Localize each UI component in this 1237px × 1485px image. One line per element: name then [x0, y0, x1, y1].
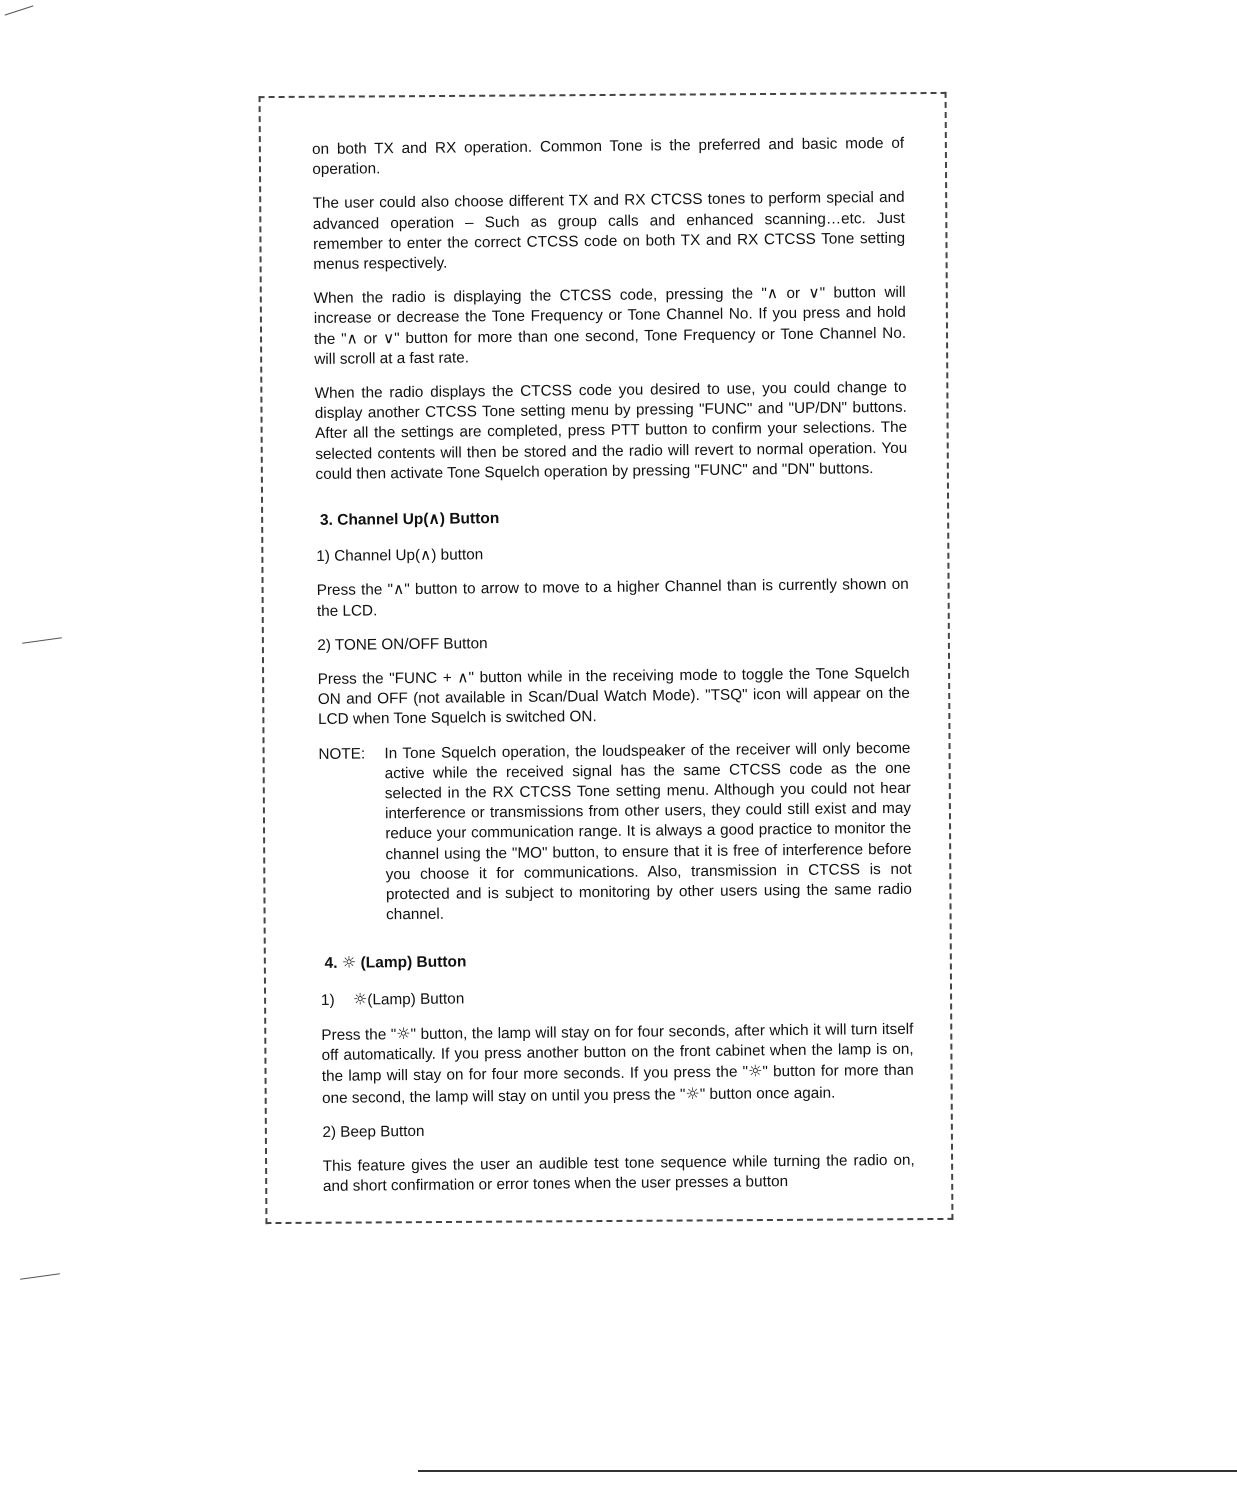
lamp-icon: ☼ [341, 952, 357, 972]
tone-onoff-subheading: 2) TONE ON/OFF Button [317, 635, 488, 654]
lamp-icon: ☼ [396, 1023, 411, 1044]
tone-onoff-paragraph: Press the "FUNC + ∧" button while in the receiving mode to toggle the Tone Squelch ON and OFF (not available in Scan/Dual Watch Mode). "TSQ" icon will appear on the LCD when Tone Squelch is switched ON. [317, 664, 910, 729]
lamp-paragraph: Press the "☼" button, the lamp will stay on for four seconds, after which it will turn itself off automatically. If you press another button on the front cabinet when the lamp is on, the lamp will stay on for four more seconds. If you press the "☼" button for more than one second, the lamp will stay on until you press the "☼" button once again. [321, 1020, 914, 1107]
up-arrow-icon: ∧ [420, 547, 432, 565]
scan-mark-middle [22, 637, 62, 644]
channel-up-subheading: 1) Channel Up(∧) button [316, 546, 484, 566]
continuation-paragraph: on both TX and RX operation. Common Tone is the preferred and basic mode of operation. [312, 134, 905, 179]
up-arrow-icon: ∧ [766, 285, 779, 303]
up-arrow-icon: ∧ [428, 510, 440, 528]
section-3-heading: 3. Channel Up(∧) Button [319, 510, 500, 529]
scan-bottom-line [418, 1470, 1237, 1472]
lamp-subheading: 1) ☼(Lamp) Button [320, 989, 465, 1009]
ctcss-display-paragraph: When the radio is displaying the CTCSS code, pressing the "∧ or ∨" button will increase or decrease the Tone Frequency or Tone Channel No. If you press and hold the "∧ or ∨" button for more than one second, Tone Frequency or Tone Channel No. will scroll at a fast rate. [313, 284, 907, 368]
note-text: In Tone Squelch operation, the loudspeaker of the receiver will only become active while the received signal has the same CTCSS code as the one selected in the RX CTCSS Tone setting menu. Although you could not hear interference or transmissions from other users, they could still exist and may reduce your communication range. It is always a good practice to monitor the channel using the "MO" button, to ensure that it is free of interference before you choose it for communications. Also, transmission in CTCSS is not protected and is subject to monitoring by other users using the same radio channel. [384, 739, 912, 924]
section-4-heading: 4. ☼ (Lamp) Button [324, 952, 467, 972]
manual-page-content [312, 134, 915, 1211]
beep-paragraph: This feature gives the user an audible test tone sequence while turning the radio on, and short confirmation or error tones when the user presses a button [322, 1151, 915, 1196]
scan-mark-top [5, 5, 34, 15]
lamp-icon: ☼ [685, 1083, 700, 1103]
up-arrow-icon: ∧ [392, 581, 405, 599]
ctcss-setting-paragraph: When the radio displays the CTCSS code you desired to use, you could change to display another CTCSS Tone setting menu by pressing "FUNC" and "UP/DN" buttons. After all the settings are completed, press PTT button to confirm your selections. The selected contents will then be stored and the radio will revert to normal operation. You could then activate Tone Squelch operation by pressing "FUNC" and "DN" buttons. [314, 378, 908, 483]
different-tones-paragraph: The user could also choose different TX and RX CTCSS tones to perform special and advanced operation – Such as group calls and enhanced scanning…etc. Just remember to enter the correct CTCSS code on both TX and RX CTCSS Tone setting menus respectively. [312, 189, 906, 274]
lamp-icon: ☼ [747, 1061, 763, 1081]
down-arrow-icon: ∨ [382, 329, 395, 347]
down-arrow-icon: ∨ [808, 284, 820, 303]
note-label: NOTE: [318, 745, 366, 763]
up-arrow-icon: ∧ [457, 669, 469, 687]
lamp-icon: ☼ [352, 989, 368, 1009]
note-block [318, 738, 912, 926]
up-arrow-icon: ∧ [346, 330, 358, 348]
channel-up-paragraph: Press the "∧" button to arrow to move to a higher Channel than is currently shown on the LCD. [316, 576, 909, 620]
beep-subheading: 2) Beep Button [322, 1122, 425, 1141]
scan-mark-lower [20, 1273, 60, 1280]
